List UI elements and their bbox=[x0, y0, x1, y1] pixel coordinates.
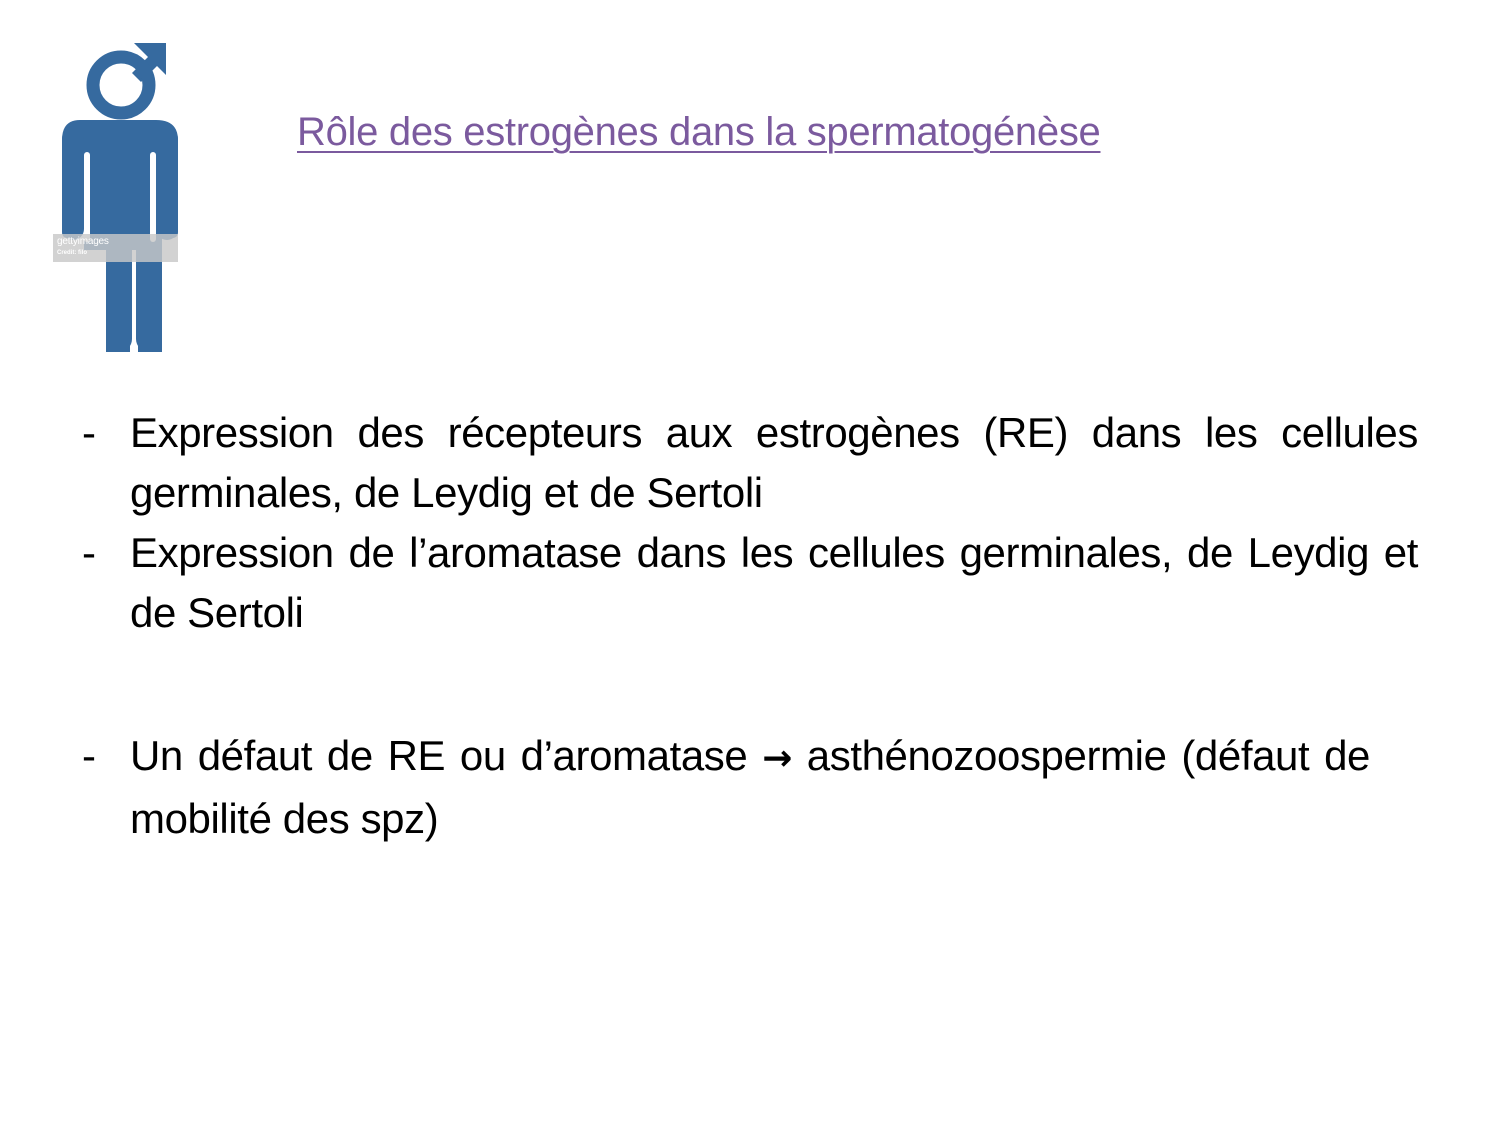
watermark-brand: gettyimages bbox=[57, 236, 109, 247]
bullet-list bbox=[82, 403, 1418, 849]
bullet-dash: - bbox=[82, 732, 96, 779]
bullet-dash: - bbox=[82, 529, 96, 576]
right-arrow-icon: → bbox=[762, 738, 792, 779]
bullet-text-before: Un défaut de RE ou d’aromatase bbox=[130, 732, 748, 779]
bullet-text: Expression des récepteurs aux estrogènes (RE) dans les cellules germinales, de Leydig et de Sertoli bbox=[130, 409, 1418, 516]
watermark-credit: Credit: filo bbox=[57, 250, 87, 256]
stock-watermark bbox=[53, 234, 178, 262]
bullet-item bbox=[82, 726, 1370, 849]
bullet-item bbox=[82, 523, 1418, 643]
bullet-text-after: asthénozoospermie (défaut de mobilité des spz) bbox=[130, 732, 1370, 842]
bullet-dash: - bbox=[82, 409, 96, 456]
bullet-text: Expression de l’aromatase dans les cellules germinales, de Leydig et de Sertoli bbox=[130, 529, 1418, 636]
bullet-item bbox=[82, 403, 1418, 523]
male-person-icon bbox=[50, 40, 182, 352]
slide-title: Rôle des estrogènes dans la spermatogénèse bbox=[297, 110, 1101, 154]
